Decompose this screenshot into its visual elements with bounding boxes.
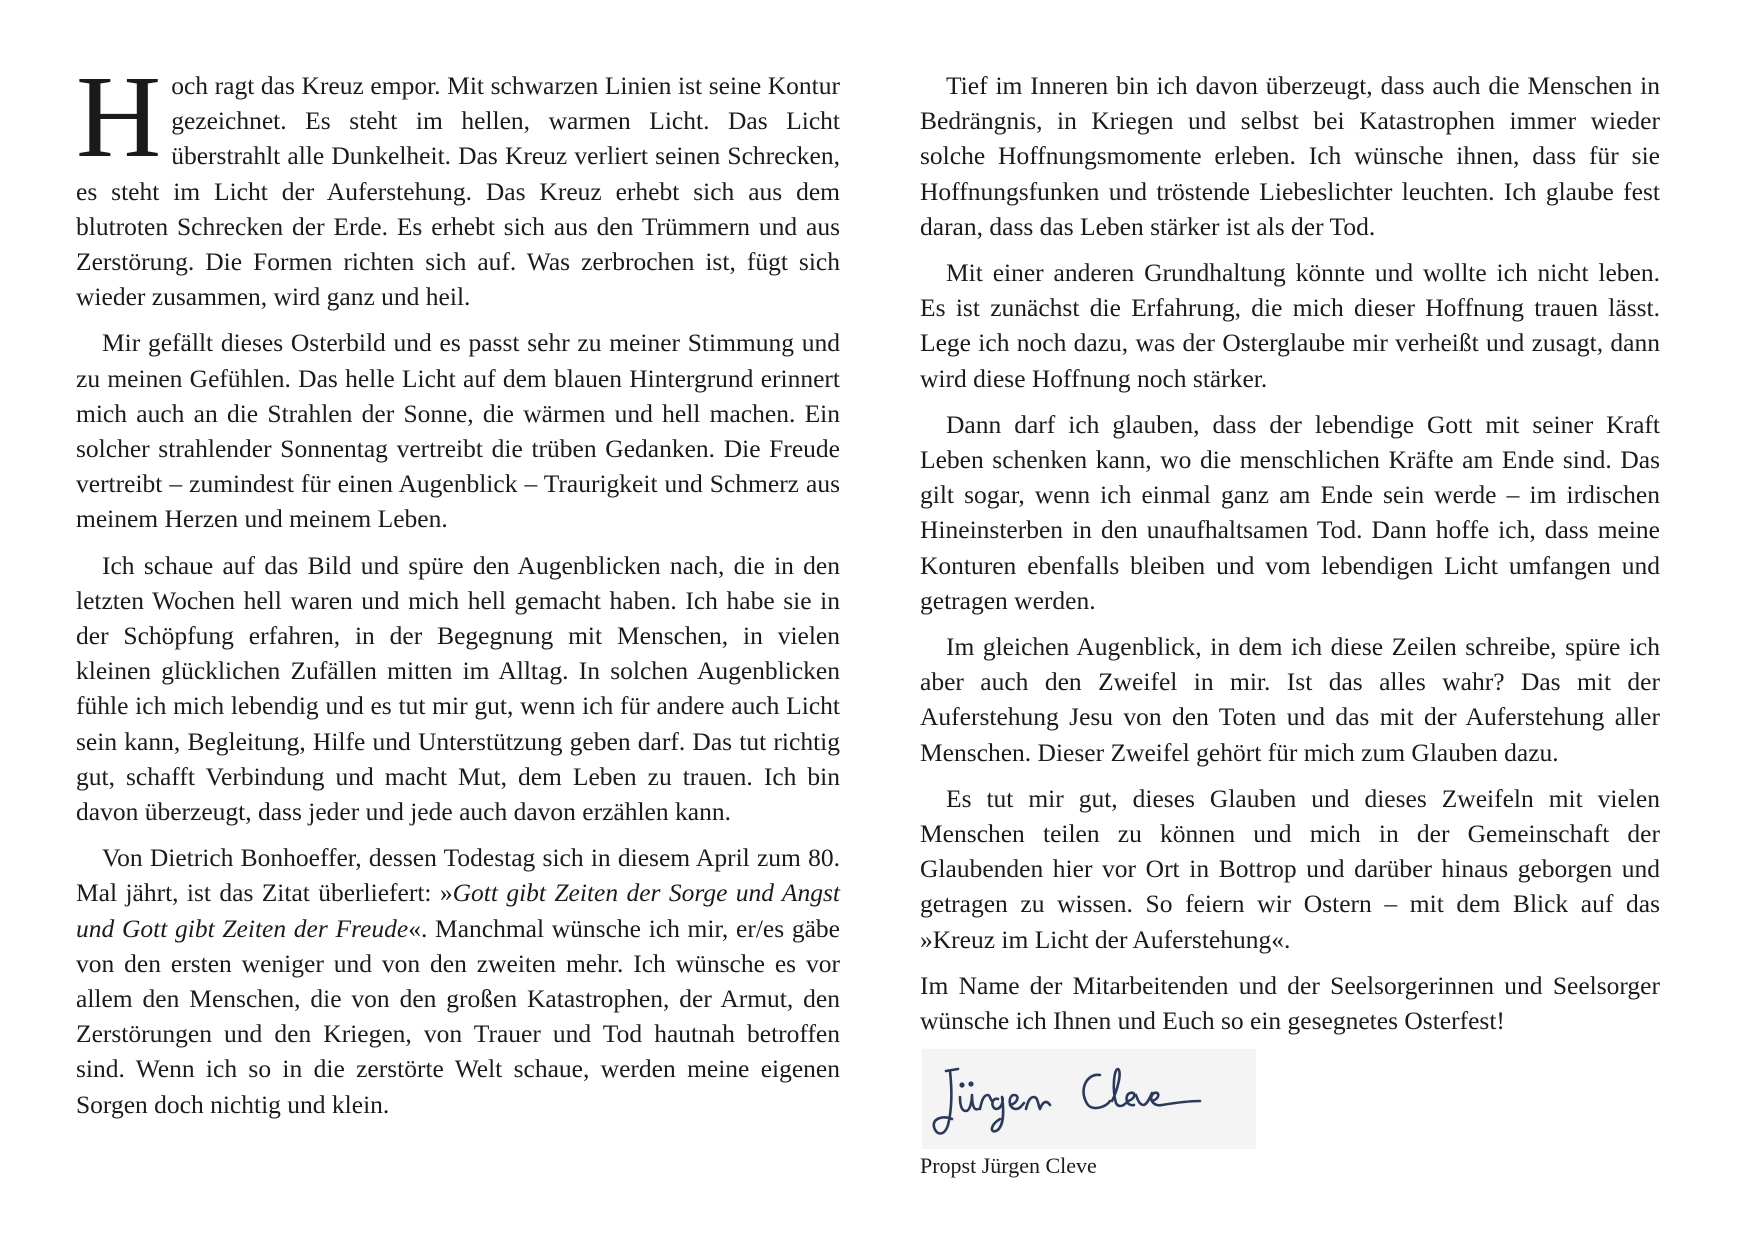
paragraph-gruss: Im Name der Mitarbeitenden und der Seelsorgerinnen und Seelsorger wünsche ich Ihnen und Euch so ein gesegnetes Osterfest! [920, 970, 1660, 1036]
paragraph-lebendiger-gott: Dann darf ich glauben, dass der lebendige Gott mit seiner Kraft Leben schenken kann, wo die menschlichen Kräfte am Ende sind. Das gilt sogar, wenn ich einmal ganz am Ende sein werde – im irdischen Hineinsterben in den unaufhaltsamen Tod. Dann hoffe ich, dass meine Konturen ebenfalls bleiben und vom lebendigen Licht umfangen und getragen werden. [920, 409, 1660, 615]
paragraph-gemeinschaft: Es tut mir gut, dieses Glauben und dieses Zweifeln mit vielen Menschen teilen zu können und mich in der Gemeinschaft der Glaubenden hier vor Ort in Bottrop und darüber hinaus geborgen und getragen zu wissen. So feiern wir Ostern – mit dem Blick auf das »Kreuz im Licht der Auferstehung«. [920, 783, 1660, 954]
right-column [920, 68, 1660, 1181]
bonhoeffer-text-after: «. Manchmal wünsche ich mir, er/es gäbe von den ersten weniger und von den zweiten mehr. Ich wünsche es vor allem den Menschen, die von den großen Katastrophen, der Armut, den Zerstörungen und den Kriegen, von Trauer und Tod hautnah betroffen sind. Wenn ich so in die zerstörte Welt schaue, werden meine eigenen Sorgen doch nichtig und klein. [76, 913, 840, 1119]
paragraph-hoffnungsmomente: Tief im Inneren bin ich davon überzeugt, dass auch die Menschen in Bedrängnis, in Kriegen und selbst bei Katastrophen immer wieder solche Hoffnungsmomente erleben. Ich wünsche ihnen, dass für sie Hoffnungsfunken und tröstende Liebeslichter leuchten. Ich glaube fest daran, dass das Leben stärker ist als der Tod. [920, 71, 1660, 241]
bonhoeffer-quote: Gott gibt Zeiten der Sorge und Angst und Gott gibt Zeiten der Freude [76, 878, 840, 943]
left-column [76, 51, 840, 1133]
signature-name: Propst Jürgen Cleve [920, 1153, 1097, 1179]
paragraph-bonhoeffer [76, 840, 840, 1122]
intro-paragraph-text: och ragt das Kreuz empor. Mit schwarzen Linien ist seine Kontur gezeichnet. Es steht im hellen, warmen Licht. Das Licht überstrahlt alle Dunkelheit. Das Kreuz verliert seinen Schrecken, es steht im Licht der Auferstehung. Das Kreuz erhebt sich aus dem blutroten Schrecken der Erde. Es erhebt sich aus den Trümmern und aus Zerstörung. Die Formen richten sich auf. Was zerbrochen ist, fügt sich wieder zusammen, wird ganz und heil. [76, 71, 840, 312]
handwritten-signature [922, 1049, 1256, 1149]
paragraph-osterbild: Mir gefällt dieses Osterbild und es passt sehr zu meiner Stimmung und zu meinen Gefühlen. Das helle Licht auf dem blauen Hintergrund erinnert mich auch an die Strahlen der Sonne, die wärmen und hell machen. Ein solcher strahlender Sonnentag vertreibt die trüben Gedanken. Die Freude vertreibt – zumindest für einen Augenblick – Traurigkeit und Schmerz aus meinem Herzen und meinem Leben. [76, 328, 840, 534]
paragraph-grundhaltung: Mit einer anderen Grundhaltung könnte und wollte ich nicht leben. Es ist zunächst die Erfahrung, die mich dieser Hoffnung trauen lässt. Lege ich noch dazu, was der Osterglaube mir verheißt und zusagt, dann wird diese Hoffnung noch stärker. [920, 258, 1660, 393]
intro-paragraph [76, 51, 840, 314]
paragraph-augenblicke: Ich schaue auf das Bild und spüre den Augenblicken nach, die in den letzten Wochen hell waren und mich hell gemacht haben. Ich habe sie in der Schöpfung erfahren, in der Begegnung mit Menschen, in vielen kleinen glücklichen Zufällen mitten im Alltag. In solchen Augenblicken fühle ich mich lebendig und es tut mir gut, wenn ich für andere auch Licht sein kann, Begleitung, Hilfe und Unterstützung geben darf. Das tut richtig gut, schafft Verbindung und macht Mut, dem Leben zu trauen. Ich bin davon überzeugt, dass jeder und jede auch davon erzählen kann. [76, 550, 840, 827]
paragraph-zweifel: Im gleichen Augenblick, in dem ich diese Zeilen schreibe, spüre ich aber auch den Zweifel in mir. Ist das alles wahr? Das mit der Auferstehung Jesu von den Toten und das mit der Auferstehung aller Menschen. Dieser Zweifel gehört für mich zum Glauben dazu. [920, 632, 1660, 767]
signature-image [922, 1049, 1256, 1149]
bonhoeffer-text-before: Von Dietrich Bonhoeffer, dessen Todestag sich in diesem April zum 80. Mal jährt, ist das Zitat überliefert: » [76, 843, 840, 908]
drop-cap: H [76, 51, 162, 182]
